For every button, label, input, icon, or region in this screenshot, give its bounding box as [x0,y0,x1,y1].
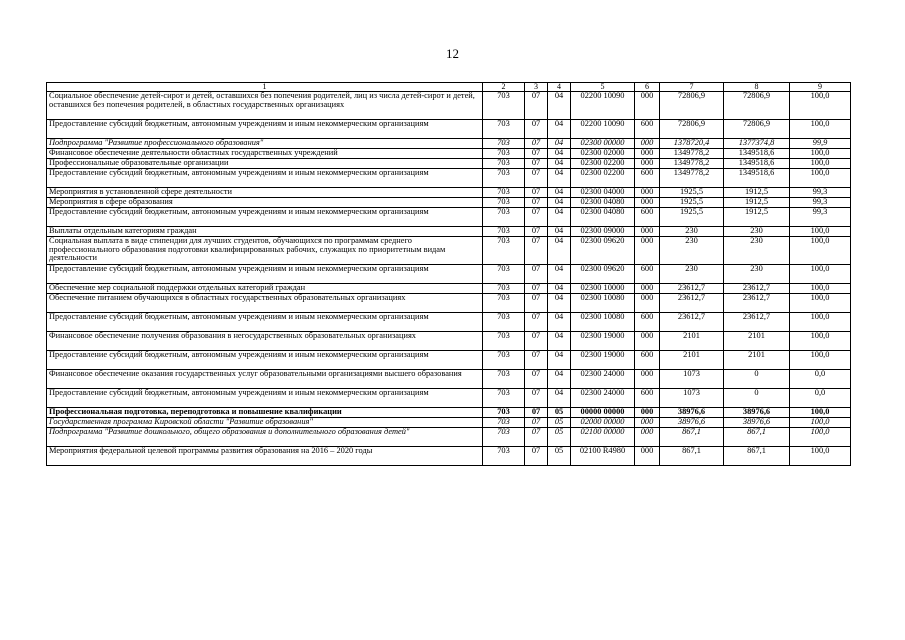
section-cell: 07 [525,428,548,447]
planned-amount-cell: 72806,9 [660,92,724,120]
section-cell: 07 [525,284,548,294]
item-name-cell: Предоставление субсидий бюджетным, автономным учреждениям и иным некоммерческим организациям [47,351,483,370]
section-cell: 07 [525,408,548,418]
section-cell: 07 [525,332,548,351]
executed-amount-cell: 867,1 [724,447,790,466]
subsection-cell: 04 [548,351,571,370]
ministry-code-cell: 703 [483,120,525,139]
table-row [47,389,851,408]
expense-type-cell: 000 [635,237,660,265]
header-cell-9: 9 [790,83,851,92]
target-article-cell: 02300 09000 [571,227,635,237]
table-row [47,159,851,169]
item-name-cell: Предоставление субсидий бюджетным, автономным учреждениям и иным некоммерческим организациям [47,120,483,139]
subsection-cell: 04 [548,208,571,227]
expense-type-cell: 600 [635,265,660,284]
table-row [47,284,851,294]
expense-type-cell: 600 [635,208,660,227]
executed-amount-cell: 1377374,8 [724,139,790,149]
section-cell: 07 [525,313,548,332]
ministry-code-cell: 703 [483,149,525,159]
header-cell-7: 7 [660,83,724,92]
expense-type-cell: 600 [635,389,660,408]
planned-amount-cell: 1349778,2 [660,169,724,188]
subsection-cell: 04 [548,188,571,198]
execution-percent-cell: 100,0 [790,149,851,159]
subsection-cell: 04 [548,169,571,188]
section-cell: 07 [525,198,548,208]
subsection-cell: 04 [548,227,571,237]
planned-amount-cell: 1925,5 [660,188,724,198]
execution-percent-cell: 100,0 [790,284,851,294]
planned-amount-cell: 2101 [660,332,724,351]
subsection-cell: 05 [548,428,571,447]
subsection-cell: 04 [548,149,571,159]
item-name-cell: Социальное обеспечение детей-сирот и детей, оставшихся без попечения родителей, лиц из числа детей-сирот и детей, оставшихся без попечения родителей, в областных государственных организациях [47,92,483,120]
target-article-cell: 02300 24000 [571,389,635,408]
target-article-cell: 02300 04080 [571,208,635,227]
item-name-cell: Обеспечение питанием обучающихся в областных государственных образовательных организациях [47,294,483,313]
item-name-cell: Мероприятия в установленной сфере деятельности [47,188,483,198]
executed-amount-cell: 23612,7 [724,284,790,294]
table-header-row [47,83,851,92]
executed-amount-cell: 230 [724,237,790,265]
ministry-code-cell: 703 [483,169,525,188]
page-number: 12 [446,46,459,61]
section-cell: 07 [525,351,548,370]
item-name-cell: Государственная программа Кировской области "Развитие образования" [47,418,483,428]
header-cell-1: 1 [47,83,483,92]
planned-amount-cell: 38976,6 [660,418,724,428]
expense-type-cell: 600 [635,169,660,188]
executed-amount-cell: 230 [724,265,790,284]
subsection-cell: 04 [548,265,571,284]
item-name-cell: Финансовое обеспечение деятельности областных государственных учреждений [47,149,483,159]
section-cell: 07 [525,294,548,313]
planned-amount-cell: 867,1 [660,447,724,466]
executed-amount-cell: 867,1 [724,428,790,447]
ministry-code-cell: 703 [483,389,525,408]
ministry-code-cell: 703 [483,198,525,208]
header-cell-2: 2 [483,83,525,92]
section-cell: 07 [525,139,548,149]
planned-amount-cell: 72806,9 [660,120,724,139]
expense-type-cell: 000 [635,294,660,313]
table-row [47,208,851,227]
target-article-cell: 02200 10090 [571,92,635,120]
subsection-cell: 05 [548,418,571,428]
execution-percent-cell: 100,0 [790,237,851,265]
table-row [47,351,851,370]
target-article-cell: 02100 R4980 [571,447,635,466]
planned-amount-cell: 23612,7 [660,294,724,313]
executed-amount-cell: 230 [724,227,790,237]
execution-percent-cell: 100,0 [790,408,851,418]
item-name-cell: Предоставление субсидий бюджетным, автономным учреждениям и иным некоммерческим организациям [47,265,483,284]
execution-percent-cell: 100,0 [790,227,851,237]
ministry-code-cell: 703 [483,313,525,332]
section-cell: 07 [525,169,548,188]
table-row [47,237,851,265]
header-cell-5: 5 [571,83,635,92]
execution-percent-cell: 100,0 [790,447,851,466]
target-article-cell: 02300 00000 [571,139,635,149]
item-name-cell: Финансовое обеспечение оказания государственных услуг образовательными организациями высшего образования [47,370,483,389]
expense-type-cell: 000 [635,92,660,120]
section-cell: 07 [525,389,548,408]
executed-amount-cell: 1349518,6 [724,169,790,188]
ministry-code-cell: 703 [483,294,525,313]
item-name-cell: Предоставление субсидий бюджетным, автономным учреждениям и иным некоммерческим организациям [47,389,483,408]
target-article-cell: 02300 10080 [571,313,635,332]
execution-percent-cell: 100,0 [790,169,851,188]
table-row [47,227,851,237]
item-name-cell: Предоставление субсидий бюджетным, автономным учреждениям и иным некоммерческим организациям [47,169,483,188]
table-row [47,418,851,428]
table-row [47,294,851,313]
expense-type-cell: 600 [635,313,660,332]
subsection-cell: 04 [548,120,571,139]
execution-percent-cell: 100,0 [790,159,851,169]
planned-amount-cell: 230 [660,237,724,265]
planned-amount-cell: 1378720,4 [660,139,724,149]
execution-percent-cell: 99,9 [790,139,851,149]
header-cell-3: 3 [525,83,548,92]
section-cell: 07 [525,237,548,265]
table-row [47,408,851,418]
target-article-cell: 02300 02000 [571,149,635,159]
ministry-code-cell: 703 [483,351,525,370]
executed-amount-cell: 72806,9 [724,92,790,120]
execution-percent-cell: 100,0 [790,120,851,139]
target-article-cell: 02300 04080 [571,198,635,208]
target-article-cell: 02100 00000 [571,428,635,447]
section-cell: 07 [525,227,548,237]
item-name-cell: Обеспечение мер социальной поддержки отдельных категорий граждан [47,284,483,294]
subsection-cell: 04 [548,284,571,294]
item-name-cell: Финансовое обеспечение получения образования в негосударственных образовательных организациях [47,332,483,351]
execution-percent-cell: 0,0 [790,370,851,389]
subsection-cell: 05 [548,447,571,466]
subsection-cell: 04 [548,237,571,265]
budget-table [46,82,851,466]
expense-type-cell: 000 [635,447,660,466]
ministry-code-cell: 703 [483,208,525,227]
expense-type-cell: 000 [635,139,660,149]
target-article-cell: 02300 09620 [571,237,635,265]
planned-amount-cell: 23612,7 [660,284,724,294]
execution-percent-cell: 100,0 [790,313,851,332]
executed-amount-cell: 0 [724,389,790,408]
table-row [47,313,851,332]
table-row [47,370,851,389]
expense-type-cell: 000 [635,149,660,159]
planned-amount-cell: 1925,5 [660,198,724,208]
planned-amount-cell: 230 [660,227,724,237]
ministry-code-cell: 703 [483,428,525,447]
planned-amount-cell: 1349778,2 [660,149,724,159]
target-article-cell: 02300 02200 [571,159,635,169]
ministry-code-cell: 703 [483,139,525,149]
planned-amount-cell: 230 [660,265,724,284]
ministry-code-cell: 703 [483,265,525,284]
target-article-cell: 02300 02200 [571,169,635,188]
planned-amount-cell: 2101 [660,351,724,370]
item-name-cell: Предоставление субсидий бюджетным, автономным учреждениям и иным некоммерческим организациям [47,208,483,227]
table-row [47,120,851,139]
subsection-cell: 04 [548,198,571,208]
item-name-cell: Социальная выплата в виде стипендии для лучших студентов, обучающихся по программам среднего профессионального образования подготовки квалифицированных рабочих, служащих по приоритетным видам деятельности [47,237,483,265]
executed-amount-cell: 1912,5 [724,198,790,208]
section-cell: 07 [525,92,548,120]
executed-amount-cell: 23612,7 [724,313,790,332]
execution-percent-cell: 99,3 [790,188,851,198]
executed-amount-cell: 72806,9 [724,120,790,139]
table-row [47,139,851,149]
target-article-cell: 02000 00000 [571,418,635,428]
table-row [47,428,851,447]
expense-type-cell: 000 [635,370,660,389]
expense-type-cell: 000 [635,408,660,418]
subsection-cell: 04 [548,92,571,120]
table-row [47,169,851,188]
table-row [47,149,851,159]
subsection-cell: 04 [548,389,571,408]
execution-percent-cell: 100,0 [790,351,851,370]
execution-percent-cell: 100,0 [790,332,851,351]
item-name-cell: Мероприятия в сфере образования [47,198,483,208]
executed-amount-cell: 1912,5 [724,188,790,198]
executed-amount-cell: 38976,6 [724,418,790,428]
ministry-code-cell: 703 [483,92,525,120]
section-cell: 07 [525,418,548,428]
target-article-cell: 02200 10090 [571,120,635,139]
target-article-cell: 02300 09620 [571,265,635,284]
table-row [47,92,851,120]
ministry-code-cell: 703 [483,418,525,428]
item-name-cell: Выплаты отдельным категориям граждан [47,227,483,237]
planned-amount-cell: 38976,6 [660,408,724,418]
header-cell-4: 4 [548,83,571,92]
planned-amount-cell: 1073 [660,389,724,408]
expense-type-cell: 600 [635,351,660,370]
item-name-cell: Мероприятия федеральной целевой программы развития образования на 2016 – 2020 годы [47,447,483,466]
executed-amount-cell: 38976,6 [724,408,790,418]
header-cell-6: 6 [635,83,660,92]
subsection-cell: 04 [548,370,571,389]
target-article-cell: 00000 00000 [571,408,635,418]
expense-type-cell: 600 [635,120,660,139]
section-cell: 07 [525,208,548,227]
ministry-code-cell: 703 [483,332,525,351]
planned-amount-cell: 1073 [660,370,724,389]
executed-amount-cell: 1912,5 [724,208,790,227]
subsection-cell: 04 [548,139,571,149]
item-name-cell: Подпрограмма "Развитие дошкольного, общего образования и дополнительного образования детей" [47,428,483,447]
item-name-cell: Подпрограмма "Развитие профессионального образования" [47,139,483,149]
planned-amount-cell: 23612,7 [660,313,724,332]
section-cell: 07 [525,159,548,169]
target-article-cell: 02300 24000 [571,370,635,389]
section-cell: 07 [525,149,548,159]
target-article-cell: 02300 19000 [571,332,635,351]
section-cell: 07 [525,120,548,139]
execution-percent-cell: 100,0 [790,418,851,428]
expense-type-cell: 000 [635,198,660,208]
ministry-code-cell: 703 [483,237,525,265]
ministry-code-cell: 703 [483,284,525,294]
planned-amount-cell: 1349778,2 [660,159,724,169]
execution-percent-cell: 99,3 [790,208,851,227]
ministry-code-cell: 703 [483,159,525,169]
section-cell: 07 [525,447,548,466]
expense-type-cell: 000 [635,418,660,428]
expense-type-cell: 000 [635,428,660,447]
target-article-cell: 02300 04000 [571,188,635,198]
section-cell: 07 [525,188,548,198]
planned-amount-cell: 867,1 [660,428,724,447]
table-row [47,332,851,351]
expense-type-cell: 000 [635,188,660,198]
execution-percent-cell: 0,0 [790,389,851,408]
item-name-cell: Профессиональная подготовка, переподготовка и повышение квалификации [47,408,483,418]
executed-amount-cell: 2101 [724,351,790,370]
execution-percent-cell: 100,0 [790,428,851,447]
ministry-code-cell: 703 [483,370,525,389]
section-cell: 07 [525,370,548,389]
ministry-code-cell: 703 [483,188,525,198]
executed-amount-cell: 23612,7 [724,294,790,313]
execution-percent-cell: 100,0 [790,265,851,284]
header-cell-8: 8 [724,83,790,92]
expense-type-cell: 000 [635,159,660,169]
target-article-cell: 02300 10000 [571,284,635,294]
table-row [47,198,851,208]
subsection-cell: 04 [548,294,571,313]
item-name-cell: Профессиональные образовательные организации [47,159,483,169]
expense-type-cell: 000 [635,332,660,351]
execution-percent-cell: 99,3 [790,198,851,208]
execution-percent-cell: 100,0 [790,92,851,120]
executed-amount-cell: 1349518,6 [724,149,790,159]
planned-amount-cell: 1925,5 [660,208,724,227]
target-article-cell: 02300 19000 [571,351,635,370]
section-cell: 07 [525,265,548,284]
subsection-cell: 05 [548,408,571,418]
target-article-cell: 02300 10080 [571,294,635,313]
expense-type-cell: 000 [635,284,660,294]
item-name-cell: Предоставление субсидий бюджетным, автономным учреждениям и иным некоммерческим организациям [47,313,483,332]
subsection-cell: 04 [548,313,571,332]
ministry-code-cell: 703 [483,408,525,418]
subsection-cell: 04 [548,159,571,169]
executed-amount-cell: 0 [724,370,790,389]
ministry-code-cell: 703 [483,227,525,237]
table-row [47,447,851,466]
expense-type-cell: 000 [635,227,660,237]
ministry-code-cell: 703 [483,447,525,466]
table-row [47,265,851,284]
subsection-cell: 04 [548,332,571,351]
table-row [47,188,851,198]
executed-amount-cell: 1349518,6 [724,159,790,169]
table-body [47,92,851,466]
executed-amount-cell: 2101 [724,332,790,351]
execution-percent-cell: 100,0 [790,294,851,313]
